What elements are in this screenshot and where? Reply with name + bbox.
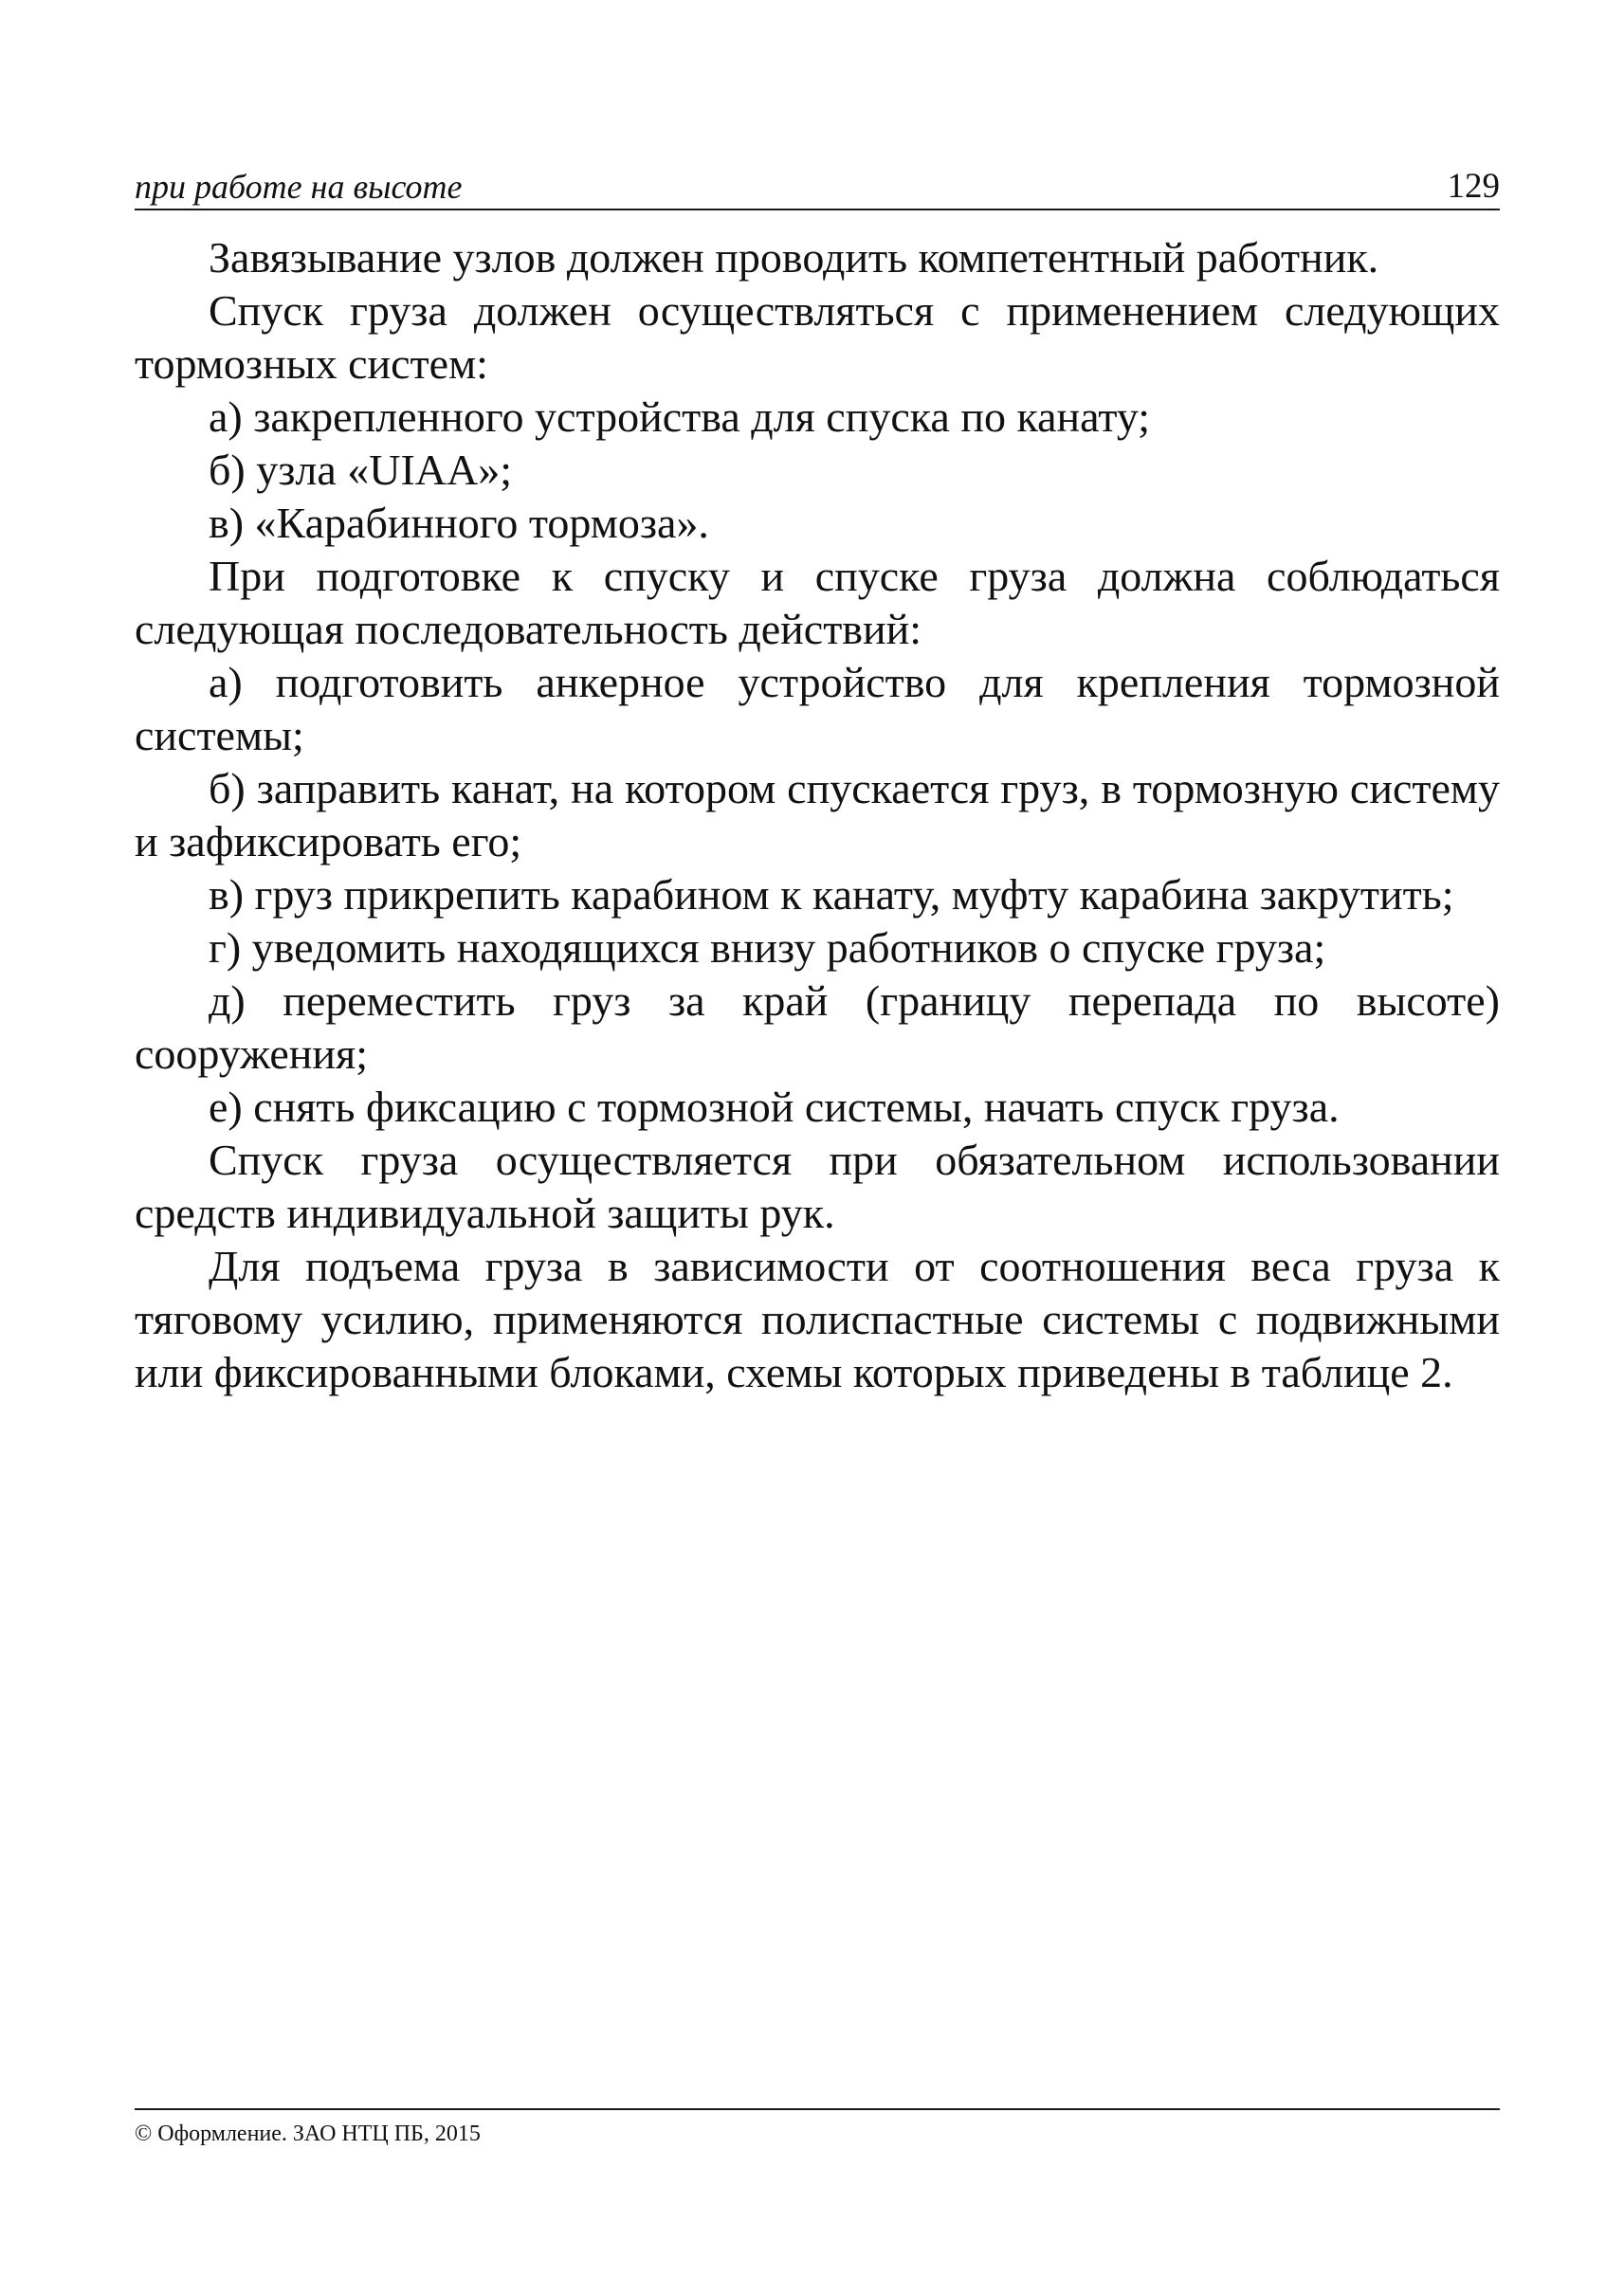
paragraph: Завязывание узлов должен проводить компетентный работник. [209, 233, 1379, 282]
list-item: а) закрепленного устройства для спуска по канату; [209, 392, 1151, 441]
list-item: г) уведомить находящихся внизу работников о спуске груза; [209, 923, 1326, 972]
list-item: в) груз прикрепить карабином к канату, муфту карабина закрутить; [209, 870, 1454, 919]
paragraph: Для подъема груза в зависимости от соотношения веса груза к тяговому усилию, применяются полиспастные системы с подвижными или фиксированными блоками, схемы которых приведены в таблице 2. [135, 1242, 1500, 1396]
list-item: д) переместить груз за край (границу перепада по высоте) сооружения; [135, 976, 1500, 1078]
list-item: а) подготовить анкерное устройство для крепления тормозной системы; [135, 658, 1500, 759]
footer-divider [135, 2108, 1500, 2110]
page-number: 129 [1447, 167, 1500, 206]
list-item: в) «Карабинного тормоза». [209, 499, 709, 547]
body-text [135, 231, 1500, 1399]
list-item: е) снять фиксацию с тормозной системы, начать спуск груза. [209, 1083, 1340, 1131]
footer-copyright: © Оформление. ЗАО НТЦ ПБ, 2015 [135, 2122, 481, 2146]
paragraph: При подготовке к спуску и спуске груза должна соблюдаться следующая последовательность действий: [135, 552, 1500, 653]
list-item: б) узла «UIAA»; [209, 446, 513, 494]
running-title: при работе на высоте [135, 168, 463, 206]
running-header [135, 161, 1500, 210]
paragraph: Спуск груза должен осуществляться с применением следующих тормозных систем: [135, 286, 1500, 388]
paragraph: Спуск груза осуществляется при обязательном использовании средств индивидуальной защиты рук. [135, 1136, 1500, 1237]
list-item: б) заправить канат, на котором спускается груз, в тормозную систему и зафиксировать его; [135, 764, 1500, 865]
